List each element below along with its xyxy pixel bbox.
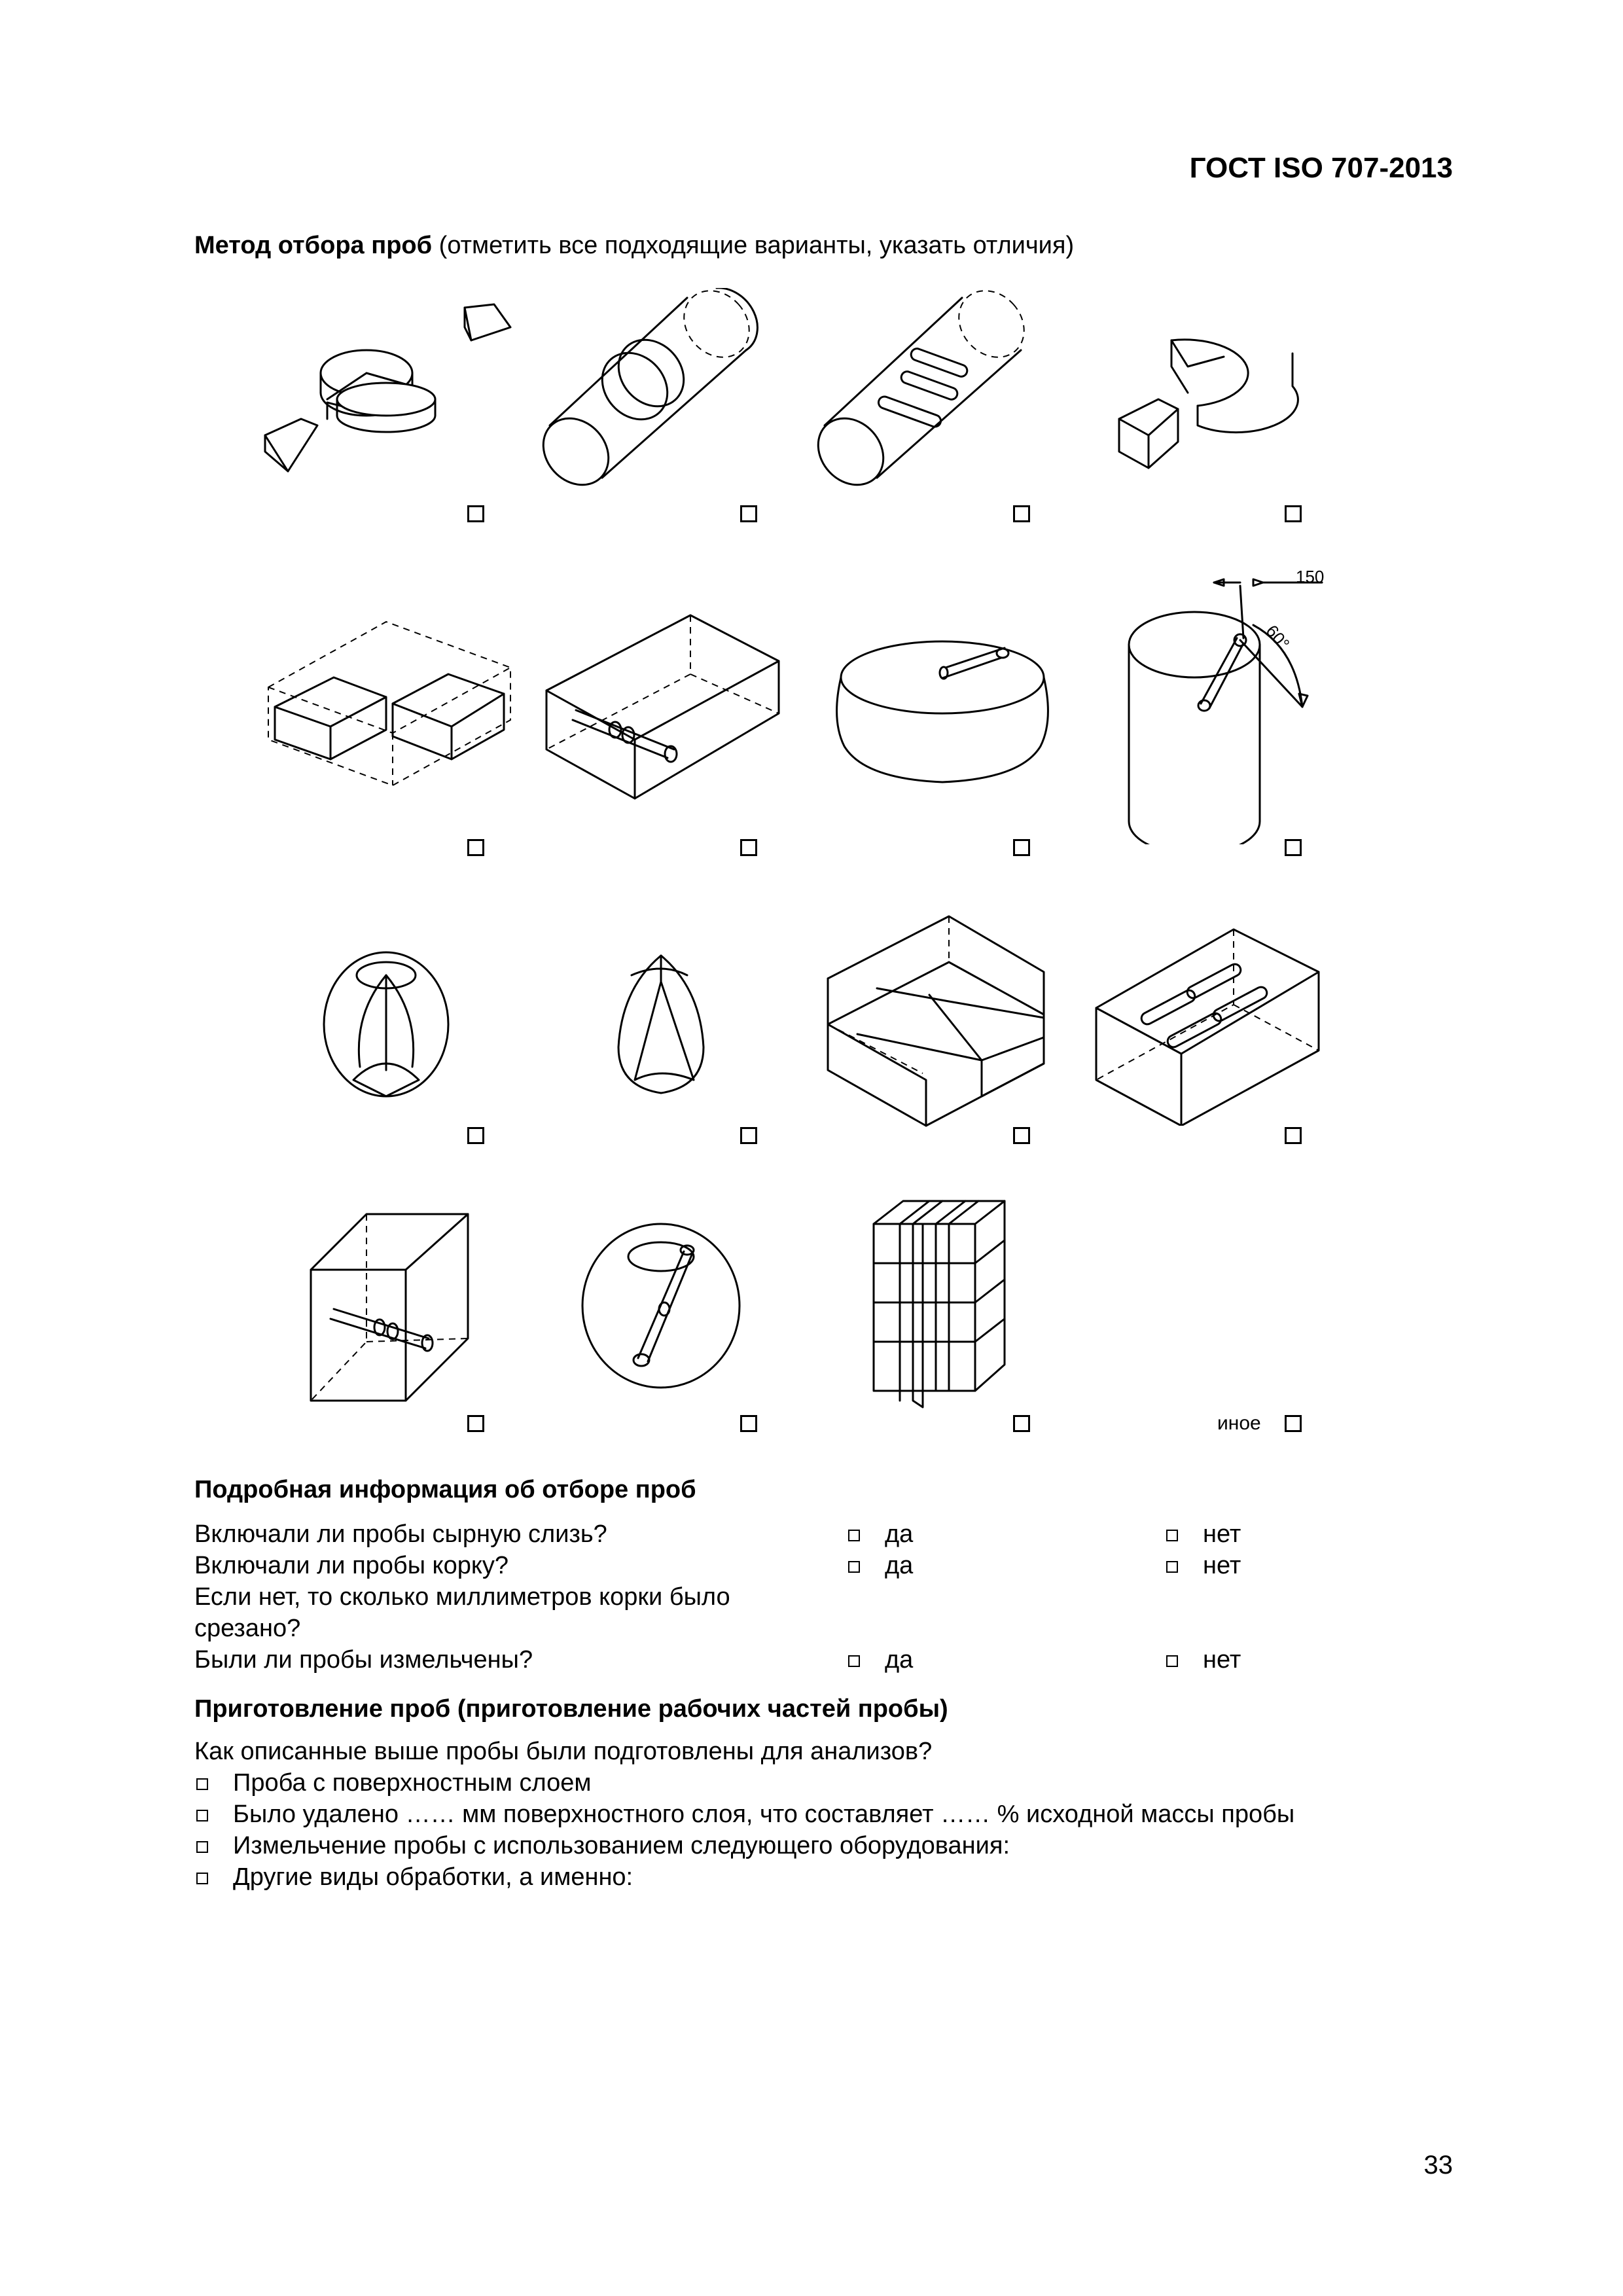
question-rind: Включали ли пробы корку? <box>194 1552 509 1579</box>
q4-no-label: нет <box>1203 1646 1241 1674</box>
figure-checkbox-10[interactable] <box>740 1127 757 1144</box>
figure-ball-segments <box>314 949 458 1100</box>
figure-checkbox-8[interactable] <box>1285 839 1302 856</box>
prep-option-3: Измельчение пробы с использованием следующего оборудования: <box>233 1832 1010 1859</box>
figure-cylinder-angled-core <box>1106 563 1342 844</box>
method-title-bold: Метод отбора проб <box>194 232 433 259</box>
figure-checkbox-15[interactable] <box>1013 1415 1030 1432</box>
figure-wedge-from-wheel <box>1099 301 1322 484</box>
question-rind-removed-line1: Если нет, то сколько миллиметров корки было <box>194 1583 730 1611</box>
q2-yes-label: да <box>885 1552 914 1579</box>
figure-sector-cut-round-cheese <box>255 288 530 484</box>
q1-no-checkbox[interactable] <box>1166 1530 1178 1541</box>
q4-yes-checkbox[interactable] <box>848 1655 860 1667</box>
prep-option-4-checkbox[interactable] <box>196 1873 208 1884</box>
other-label: иное <box>1217 1412 1261 1434</box>
prep-option-2-checkbox[interactable] <box>196 1810 208 1821</box>
figure-block-multiple-cores <box>1086 916 1329 1126</box>
prep-option-4: Другие виды обработки, а именно: <box>233 1863 633 1891</box>
dimension-label-150: 150 <box>1296 567 1325 586</box>
figure-cube-core <box>301 1204 478 1414</box>
question-ground: Были ли пробы измельчены? <box>194 1646 533 1674</box>
figure-block-horizontal-core <box>537 609 785 805</box>
figure-block-diagonal-cut <box>818 910 1054 1132</box>
figure-checkbox-14[interactable] <box>740 1415 757 1432</box>
figure-wheel-top-core <box>825 628 1060 798</box>
question-cheese-smear: Включали ли пробы сырную слизь? <box>194 1520 607 1548</box>
figure-stacked-cubes <box>864 1191 1021 1414</box>
prep-question: Как описанные выше пробы были подготовлены для анализов? <box>194 1738 933 1765</box>
figure-cylinder-cores <box>812 288 1060 504</box>
prep-option-3-checkbox[interactable] <box>196 1841 208 1853</box>
figure-ellipsoid-tip <box>609 949 713 1106</box>
method-title-rest: (отметить все подходящие варианты, указать отличия) <box>432 232 1075 259</box>
q2-no-label: нет <box>1203 1552 1241 1579</box>
page-number: 33 <box>1423 2151 1453 2179</box>
figure-checkbox-5[interactable] <box>467 839 484 856</box>
prep-option-1-checkbox[interactable] <box>196 1778 208 1790</box>
other-checkbox[interactable] <box>1285 1415 1302 1432</box>
prep-option-1: Проба с поверхностным слоем <box>233 1769 592 1797</box>
q1-yes-label: да <box>885 1520 914 1548</box>
figure-checkbox-2[interactable] <box>740 505 757 522</box>
q2-yes-checkbox[interactable] <box>848 1561 860 1573</box>
q1-no-label: нет <box>1203 1520 1241 1548</box>
prep-option-2: Было удалено …… мм поверхностного слоя, что составляет …… % исходной массы пробы <box>233 1801 1295 1828</box>
angle-label-60: 60° <box>1262 620 1294 654</box>
figure-checkbox-12[interactable] <box>1285 1127 1302 1144</box>
figure-checkbox-4[interactable] <box>1285 505 1302 522</box>
figure-checkbox-6[interactable] <box>740 839 757 856</box>
details-title: Подробная информация об отборе проб <box>194 1476 696 1503</box>
q4-no-checkbox[interactable] <box>1166 1655 1178 1667</box>
q2-no-checkbox[interactable] <box>1166 1561 1178 1573</box>
figure-sphere-diagonal-core <box>576 1217 746 1394</box>
figure-block-slabs <box>262 615 524 812</box>
figure-checkbox-13[interactable] <box>467 1415 484 1432</box>
question-rind-removed-line2: срезано? <box>194 1615 301 1642</box>
document-id: ГОСТ ISO 707-2013 <box>1189 152 1453 184</box>
figure-checkbox-9[interactable] <box>467 1127 484 1144</box>
method-title <box>194 232 1074 260</box>
figure-checkbox-3[interactable] <box>1013 505 1030 522</box>
q4-yes-label: да <box>885 1646 914 1674</box>
figure-checkbox-1[interactable] <box>467 505 484 522</box>
figure-cylinder-slice <box>537 288 785 504</box>
prep-title: Приготовление проб (приготовление рабочих частей пробы) <box>194 1695 948 1723</box>
figure-checkbox-7[interactable] <box>1013 839 1030 856</box>
figure-checkbox-11[interactable] <box>1013 1127 1030 1144</box>
q1-yes-checkbox[interactable] <box>848 1530 860 1541</box>
